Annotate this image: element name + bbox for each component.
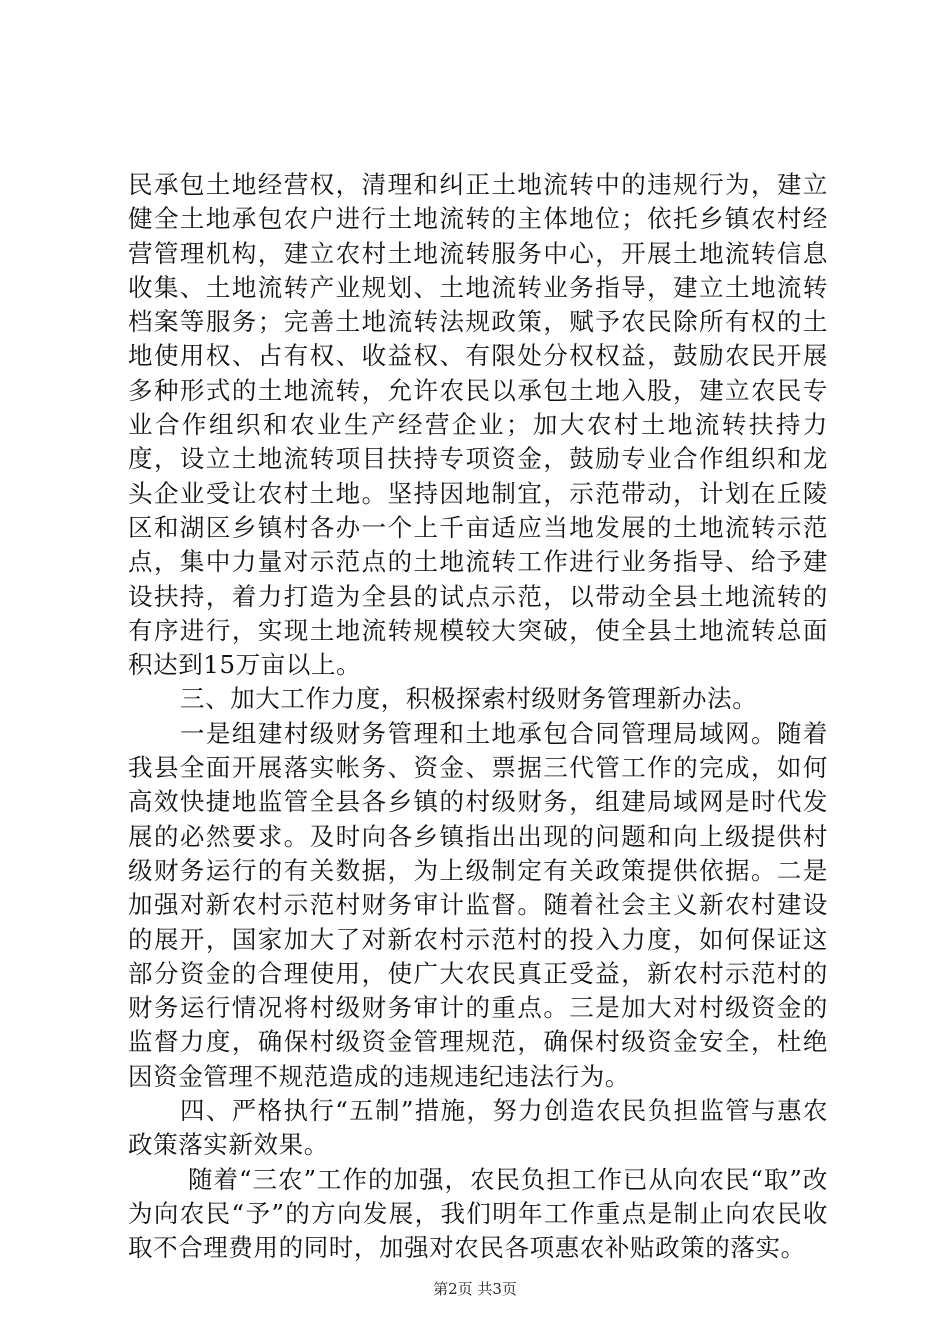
paragraph-village-finance: 一是组建村级财务管理和土地承包合同管理局域网。随着我县全面开展落实帐务、资金、票据三代管工作的完成，如何高效快捷地监管全县各乡镇的村级财务，组建局域网是时代发展的必然要求。及时向各乡镇指出出现的问题和向上级提供村级财务运行的有关数据，为上级制定有关政策提供依据。二是加强对新农村示范村财务审计监督。随着社会主义新农村建设的展开，国家加大了对新农村示范村的投入力度，如何保证这部分资金的合理使用，使广大农民真正受益，新农村示范村的财务运行情况将村级财务审计的重点。三是加大对村级资金的监督力度，确保村级资金管理规范，确保村级资金安全，杜绝因资金管理不规范造成的违规违纪违法行为。	[128, 718, 828, 1091]
paragraph-farmer-burden: 随着“三农”工作的加强，农民负担工作已从向农民“取”改为向农民“予”的方向发展，我们明年工作重点是制止向农民收取不合理费用的同时，加强对农民各项惠农补贴政策的落实。	[128, 1164, 828, 1263]
page-number-footer: 第2页 共3页	[433, 1280, 517, 1298]
section-heading-four: 四、严格执行“五制”措施，努力创造农民负担监管与惠农政策落实新效果。	[128, 1096, 828, 1160]
paragraph-land-transfer: 民承包土地经营权，清理和纠正土地流转中的违规行为，建立健全土地承包农户进行土地流转的主体地位；依托乡镇农村经营管理机构，建立农村土地流转服务中心，开展土地流转信息收集、土地流转产业规划、土地流转业务指导，建立土地流转档案等服务；完善土地流转法规政策，赋予农民除所有权的土地使用权、占有权、收益权、有限处分权权益，鼓励农民开展多种形式的土地流转，允许农民以承包土地入股，建立农民专业合作组织和农业生产经营企业；加大农村土地流转扶持力度，设立土地流转项目扶持专项资金，鼓励专业合作组织和龙头企业受让农村土地。坚持因地制宜，示范带动，计划在丘陵区和湖区乡镇村各办一个上千亩适应当地发展的土地流转示范点，集中力量对示范点的土地流转工作进行业务指导、给予建设扶持，着力打造为全县的试点示范，以带动全县土地流转的有序进行，实现土地流转规模较大突破，使全县土地流转总面积达到15万亩以上。	[128, 170, 828, 680]
section-heading-three: 三、加大工作力度，积极探索村级财务管理新办法。	[180, 684, 758, 714]
document-body	[128, 168, 828, 1266]
